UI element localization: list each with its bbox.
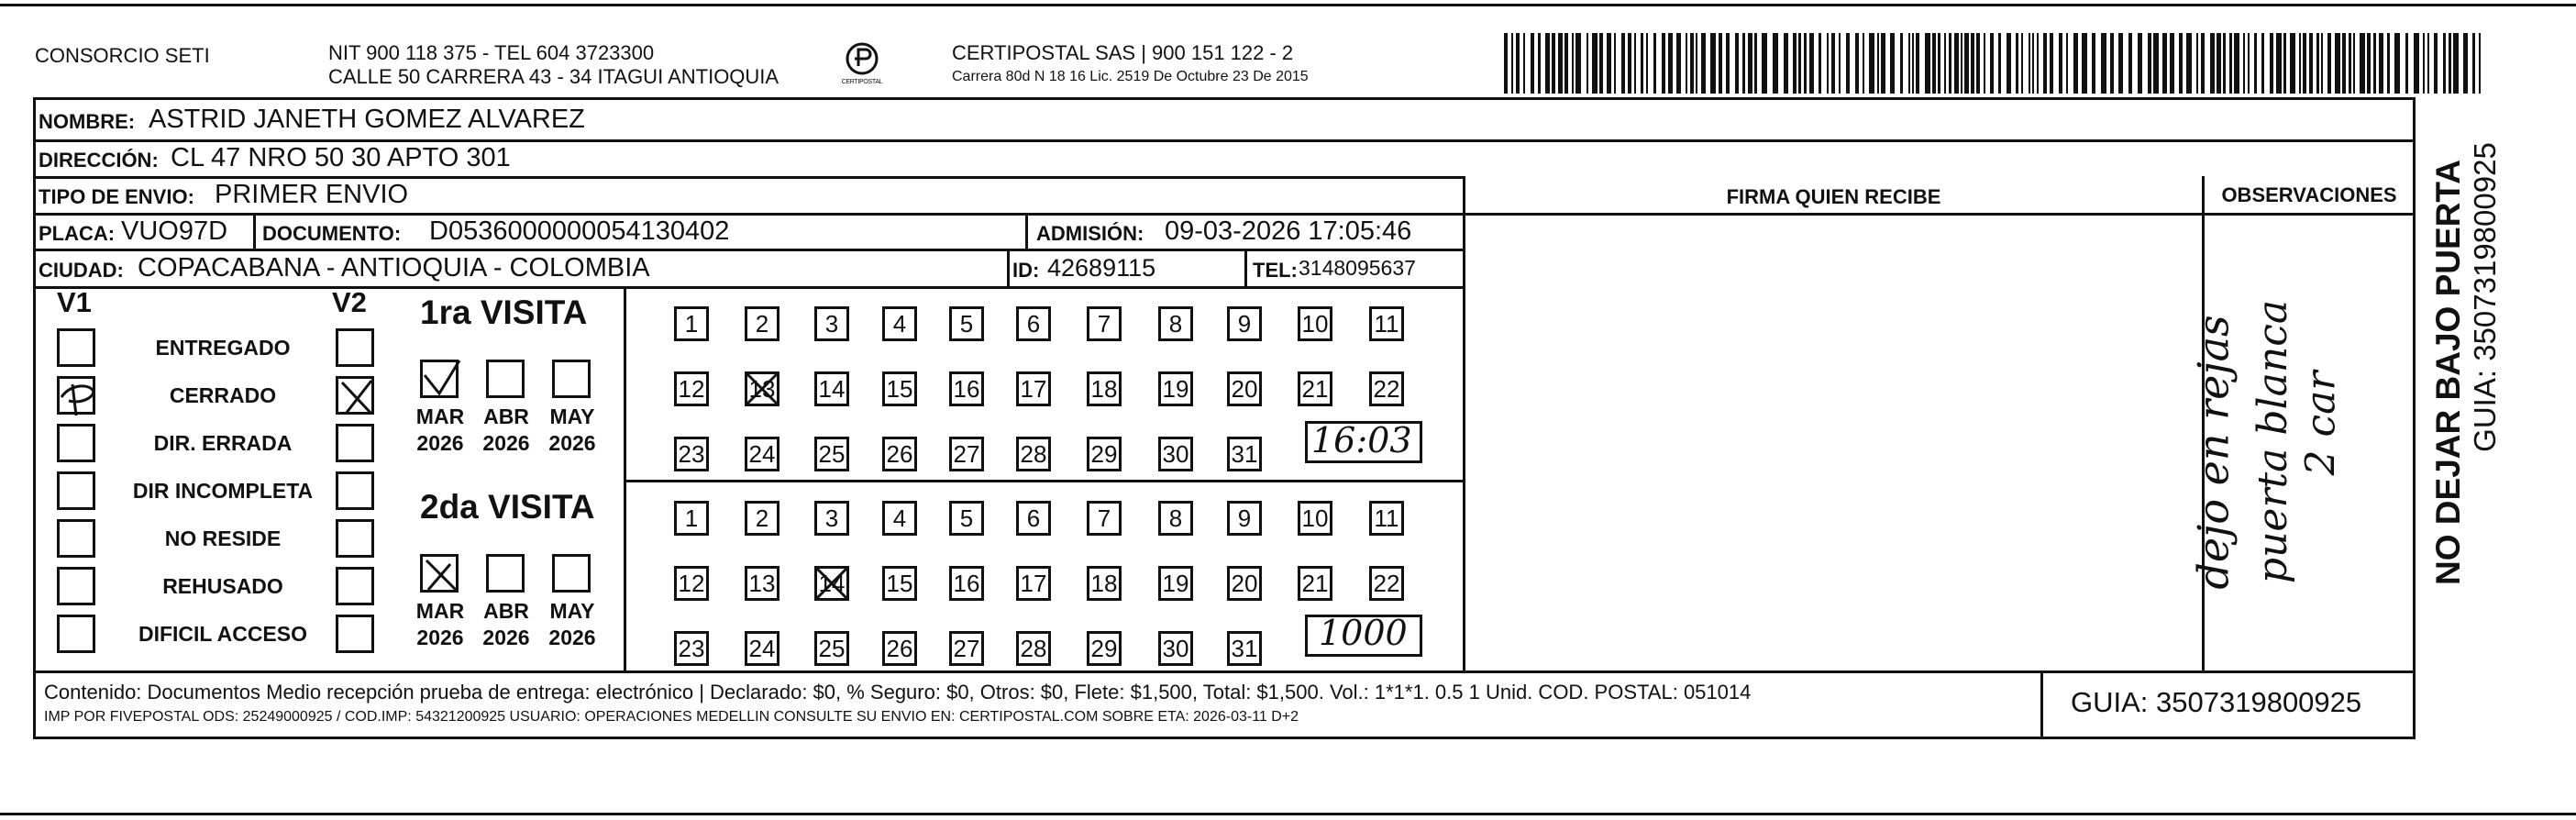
barcode-bar bbox=[2223, 33, 2226, 94]
barcode-bar bbox=[1511, 33, 1513, 94]
barcode-bar bbox=[1908, 33, 1910, 94]
barcode-bar bbox=[2138, 33, 2142, 94]
day-box[interactable]: 24 bbox=[745, 631, 779, 666]
v1-checkbox[interactable] bbox=[57, 376, 95, 415]
day-box[interactable]: 28 bbox=[1016, 631, 1051, 666]
barcode-bar bbox=[2276, 33, 2282, 94]
month-year-label: 2026 bbox=[482, 431, 530, 455]
v1-label: V1 bbox=[57, 286, 92, 318]
barcode-bar bbox=[2261, 33, 2264, 94]
tel-label: TEL: bbox=[1253, 259, 1298, 282]
barcode-bar bbox=[1614, 33, 1616, 94]
barcode-bar bbox=[1773, 33, 1778, 94]
barcode-bar bbox=[1641, 33, 1643, 94]
barcode-bar bbox=[1523, 33, 1525, 94]
day-box[interactable]: 21 bbox=[1298, 371, 1332, 406]
barcode-bar bbox=[2427, 33, 2429, 94]
placa-value: VUO97D bbox=[121, 216, 228, 246]
barcode-bar bbox=[1881, 33, 1885, 94]
barcode-bar bbox=[2196, 33, 2198, 94]
barcode-bar bbox=[2032, 33, 2034, 94]
barcode-bar bbox=[1552, 33, 1555, 94]
row-line bbox=[33, 213, 2416, 216]
day-box[interactable]: 11 bbox=[1369, 501, 1404, 536]
barcode-bar bbox=[1719, 33, 1722, 94]
day-box[interactable]: 7 bbox=[1087, 501, 1122, 536]
day-box[interactable]: 17 bbox=[1016, 566, 1051, 601]
barcode-bar bbox=[1653, 33, 1656, 94]
nit-line: NIT 900 118 375 - TEL 604 3723300 bbox=[328, 41, 655, 64]
ciudad-label: CIUDAD: bbox=[39, 259, 124, 282]
side-text bbox=[2421, 101, 2513, 651]
barcode-bar bbox=[2217, 33, 2221, 94]
barcode-bar bbox=[2290, 33, 2295, 94]
v2-checkbox[interactable] bbox=[336, 424, 374, 462]
barcode-bar bbox=[1696, 33, 1697, 94]
col-line bbox=[1025, 213, 1028, 249]
month-label: MAR bbox=[415, 404, 465, 428]
visit2-title: 2da VISITA bbox=[420, 488, 595, 526]
day-box[interactable]: 11 bbox=[1369, 306, 1404, 341]
barcode-bar bbox=[2367, 33, 2371, 94]
row-line bbox=[624, 480, 1465, 482]
barcode-bar bbox=[2405, 33, 2408, 94]
visit1-title: 1ra VISITA bbox=[420, 294, 588, 331]
bottom-edge-line bbox=[0, 813, 2576, 815]
day-box[interactable]: 30 bbox=[1158, 631, 1193, 666]
v2-checkbox[interactable] bbox=[336, 471, 374, 510]
barcode-bar bbox=[1855, 33, 1859, 94]
day-box[interactable]: 2 bbox=[745, 501, 779, 536]
day-box[interactable]: 27 bbox=[949, 437, 984, 471]
row-line bbox=[33, 249, 1464, 251]
day-box[interactable]: 3 bbox=[814, 501, 849, 536]
month-year-label: 2026 bbox=[416, 626, 464, 649]
status-option-label: DIR. ERRADA bbox=[153, 431, 293, 455]
barcode-bar bbox=[1793, 33, 1797, 94]
barcode-bar bbox=[2073, 33, 2078, 94]
admision-label: ADMISIÓN: bbox=[1036, 222, 1144, 245]
barcode-bar bbox=[1748, 33, 1752, 94]
barcode-bar bbox=[1607, 33, 1611, 94]
barcode-bar bbox=[2066, 33, 2068, 94]
month-label: ABR bbox=[483, 404, 529, 428]
direccion-value: CL 47 NRO 50 30 APTO 301 bbox=[171, 143, 511, 172]
day-box[interactable]: 6 bbox=[1016, 306, 1051, 341]
barcode-bar bbox=[1869, 33, 1874, 94]
visit2-time: 1000 bbox=[1319, 613, 1408, 653]
barcode-bar bbox=[2335, 33, 2340, 94]
tel-value: 3148095637 bbox=[1299, 256, 1416, 280]
barcode-bar bbox=[1839, 33, 1841, 94]
barcode-bar bbox=[2148, 33, 2151, 94]
day-box[interactable]: 16 bbox=[949, 371, 984, 406]
footer-line-2: IMP POR FIVEPOSTAL ODS: 25249000925 / COD.IMP: 54321200925 USUARIO: OPERACIONES MEDELLIN CONSULTE SU ENVIO EN: CERTIPOSTAL.COM SOBRE ETA: 2026-03-11 D+2 bbox=[44, 709, 1299, 725]
company-name: CONSORCIO SETI bbox=[35, 44, 210, 67]
day-box[interactable]: 3 bbox=[814, 306, 849, 341]
barcode-bar bbox=[2118, 33, 2123, 94]
tipo-envio-value: PRIMER ENVIO bbox=[215, 180, 409, 209]
col-line bbox=[2040, 670, 2043, 739]
barcode-bar bbox=[2243, 33, 2245, 94]
month-year-label: 2026 bbox=[416, 431, 464, 455]
day-box[interactable]: 31 bbox=[1227, 631, 1262, 666]
barcode-bar bbox=[1592, 33, 1598, 94]
barcode-bar bbox=[1564, 33, 1568, 94]
barcode-bar bbox=[2360, 33, 2365, 94]
row-line bbox=[33, 139, 2416, 142]
barcode-bar bbox=[2050, 33, 2053, 94]
barcode-bar bbox=[1831, 33, 1835, 94]
month-checkbox[interactable] bbox=[420, 554, 459, 593]
barcode-bar bbox=[1949, 33, 1951, 94]
barcode-bar bbox=[2342, 33, 2346, 94]
observaciones-header: OBSERVACIONES bbox=[2221, 183, 2397, 206]
barcode-bar bbox=[2029, 33, 2030, 94]
v2-checkbox[interactable] bbox=[336, 328, 374, 367]
day-box[interactable]: 27 bbox=[949, 631, 984, 666]
v2-checkbox[interactable] bbox=[336, 376, 374, 415]
barcode-bar bbox=[2254, 33, 2257, 94]
barcode-bar bbox=[1819, 33, 1821, 94]
barcode-bar bbox=[1846, 33, 1850, 94]
side-warning: NO DEJAR BAJO PUERTA bbox=[2429, 160, 2467, 585]
v1-checkbox[interactable] bbox=[57, 567, 95, 605]
day-box[interactable]: 25 bbox=[814, 437, 849, 471]
barcode-bar bbox=[2128, 33, 2132, 94]
barcode-bar bbox=[2248, 33, 2250, 94]
barcode-bar bbox=[1504, 33, 1508, 94]
barcode-bar bbox=[2037, 33, 2039, 94]
day-box[interactable]: 15 bbox=[882, 566, 917, 601]
barcode-bar bbox=[1809, 33, 1814, 94]
day-box[interactable]: 22 bbox=[1369, 566, 1404, 601]
day-box[interactable]: 5 bbox=[949, 501, 984, 536]
barcode-bar bbox=[1900, 33, 1903, 94]
barcode-bar bbox=[2321, 33, 2323, 94]
footer-line-1: Contenido: Documentos Medio recepción prueba de entrega: electrónico | Declarado: $0, % Seguro: $0, Otros: $0, Flete: $1,500, Total: $1,500. Vol.: 1*1*1. 0.5 1 Unid. COD. POSTAL: 051014 bbox=[44, 681, 1752, 704]
status-option-label: DIFICIL ACCESO bbox=[138, 622, 307, 646]
month-label: ABR bbox=[483, 599, 529, 623]
day-box[interactable]: 16 bbox=[949, 566, 984, 601]
month-year-label: 2026 bbox=[482, 626, 530, 649]
barcode-bar bbox=[1971, 33, 1974, 94]
barcode-bar bbox=[2449, 33, 2451, 94]
barcode-bar bbox=[2394, 33, 2400, 94]
barcode-bar bbox=[1912, 33, 1914, 94]
barcode-bar bbox=[1954, 33, 1959, 94]
barcode-bar bbox=[1621, 33, 1625, 94]
day-box[interactable]: 25 bbox=[814, 631, 849, 666]
barcode-bar bbox=[1916, 33, 1919, 94]
barcode-bar bbox=[1990, 33, 1994, 94]
observacion-line-1: dejo en rejas bbox=[2188, 315, 2239, 590]
col-line bbox=[1244, 249, 1247, 286]
barcode-bar bbox=[1964, 33, 1969, 94]
day-cross-mark bbox=[745, 371, 779, 411]
barcode bbox=[1504, 33, 2485, 94]
day-box[interactable]: 12 bbox=[674, 371, 709, 406]
barcode-bar bbox=[1827, 33, 1829, 94]
barcode-bar bbox=[2349, 33, 2351, 94]
top-edge-line bbox=[0, 4, 2576, 6]
barcode-bar bbox=[1634, 33, 1636, 94]
barcode-bar bbox=[2101, 33, 2106, 94]
day-box[interactable]: 20 bbox=[1227, 371, 1262, 406]
logo-text: CERTIPOSTAL bbox=[841, 79, 883, 85]
month-year-label: 2026 bbox=[548, 431, 596, 455]
direccion-label: DIRECCIÓN: bbox=[39, 149, 159, 172]
barcode-bar bbox=[1701, 33, 1706, 94]
day-cross-mark bbox=[814, 566, 849, 605]
day-box[interactable]: 28 bbox=[1016, 437, 1051, 471]
month-label: MAR bbox=[415, 599, 465, 623]
barcode-bar bbox=[1804, 33, 1807, 94]
barcode-bar bbox=[1538, 33, 1541, 94]
observaciones-text bbox=[2188, 216, 2414, 670]
barcode-bar bbox=[1686, 33, 1687, 94]
barcode-bar bbox=[2210, 33, 2215, 94]
barcode-bar bbox=[1545, 33, 1550, 94]
month-checkbox[interactable] bbox=[486, 360, 525, 398]
day-box[interactable]: 18 bbox=[1087, 566, 1122, 601]
row-line bbox=[33, 670, 2416, 673]
barcode-bar bbox=[1925, 33, 1930, 94]
barcode-bar bbox=[2007, 33, 2011, 94]
barcode-bar bbox=[1668, 33, 1673, 94]
address-line: CALLE 50 CARRERA 43 - 34 ITAGUI ANTIOQUIA bbox=[328, 65, 779, 88]
day-box[interactable]: 29 bbox=[1087, 631, 1122, 666]
day-box[interactable]: 10 bbox=[1298, 501, 1332, 536]
day-box[interactable]: 18 bbox=[1087, 371, 1122, 406]
placa-label: PLACA: bbox=[39, 222, 116, 245]
barcode-bar bbox=[2016, 33, 2018, 94]
day-box[interactable]: 1 bbox=[674, 306, 709, 341]
id-value: 42689115 bbox=[1047, 254, 1156, 282]
day-box[interactable]: 10 bbox=[1298, 306, 1332, 341]
month-checkbox[interactable] bbox=[486, 554, 525, 593]
barcode-bar bbox=[2299, 33, 2301, 94]
barcode-bar bbox=[2327, 33, 2331, 94]
day-box[interactable]: 29 bbox=[1087, 437, 1122, 471]
barcode-bar bbox=[2110, 33, 2114, 94]
barcode-bar bbox=[2423, 33, 2425, 94]
nombre-label: NOMBRE: bbox=[39, 110, 136, 133]
barcode-bar bbox=[1877, 33, 1879, 94]
ciudad-value: COPACABANA - ANTIOQUIA - COLOMBIA bbox=[138, 253, 650, 283]
col-line bbox=[624, 286, 626, 670]
observacion-line-2: puerta blanca bbox=[2250, 299, 2297, 584]
barcode-bar bbox=[1710, 33, 1716, 94]
day-box[interactable]: 17 bbox=[1016, 371, 1051, 406]
day-box[interactable]: 22 bbox=[1369, 371, 1404, 406]
barcode-bar bbox=[2443, 33, 2446, 94]
day-box[interactable]: 21 bbox=[1298, 566, 1332, 601]
day-box[interactable]: 8 bbox=[1158, 501, 1193, 536]
col-line bbox=[1007, 249, 1010, 286]
day-box[interactable]: 30 bbox=[1158, 437, 1193, 471]
certipostal-line: CERTIPOSTAL SAS | 900 151 122 - 2 bbox=[952, 41, 1294, 64]
col-line bbox=[1463, 176, 1465, 670]
barcode-bar bbox=[1690, 33, 1694, 94]
day-box[interactable]: 19 bbox=[1158, 566, 1193, 601]
month-checkbox[interactable] bbox=[552, 360, 591, 398]
month-year-label: 2026 bbox=[548, 626, 596, 649]
barcode-bar bbox=[1516, 33, 1520, 94]
day-box[interactable]: 6 bbox=[1016, 501, 1051, 536]
barcode-bar bbox=[1628, 33, 1631, 94]
barcode-bar bbox=[1932, 33, 1936, 94]
barcode-bar bbox=[1944, 33, 1946, 94]
barcode-bar bbox=[1575, 33, 1581, 94]
status-option-label: CERRADO bbox=[169, 383, 277, 407]
status-option-label: ENTREGADO bbox=[155, 336, 291, 360]
barcode-bar bbox=[2270, 33, 2273, 94]
month-checkbox[interactable] bbox=[552, 554, 591, 593]
col-line bbox=[253, 213, 256, 249]
day-box[interactable]: 14 bbox=[814, 566, 849, 601]
day-box[interactable]: 23 bbox=[674, 631, 709, 666]
observacion-line-3: 2 car bbox=[2297, 371, 2345, 476]
barcode-bar bbox=[2153, 33, 2159, 94]
barcode-bar bbox=[1938, 33, 1940, 94]
barcode-bar bbox=[2043, 33, 2047, 94]
day-box[interactable]: 4 bbox=[882, 501, 917, 536]
day-box[interactable]: 9 bbox=[1227, 306, 1262, 341]
barcode-bar bbox=[1599, 33, 1603, 94]
status-option-label: NO RESIDE bbox=[164, 526, 282, 550]
admision-value: 09-03-2026 17:05:46 bbox=[1165, 216, 1412, 246]
documento-label: DOCUMENTO: bbox=[262, 222, 402, 245]
barcode-bar bbox=[2179, 33, 2183, 94]
barcode-bar bbox=[2283, 33, 2286, 94]
tipo-envio-label: TIPO DE ENVIO: bbox=[39, 185, 194, 208]
barcode-bar bbox=[2092, 33, 2095, 94]
v1-checkbox[interactable] bbox=[57, 471, 95, 510]
barcode-bar bbox=[2373, 33, 2376, 94]
status-option-label: REHUSADO bbox=[162, 574, 283, 598]
barcode-bar bbox=[2234, 33, 2239, 94]
barcode-bar bbox=[2186, 33, 2192, 94]
barcode-bar bbox=[2353, 33, 2355, 94]
v2-label: V2 bbox=[332, 286, 367, 318]
day-box[interactable]: 13 bbox=[745, 566, 779, 601]
barcode-bar bbox=[1762, 33, 1767, 94]
id-label: ID: bbox=[1012, 259, 1040, 282]
barcode-bar bbox=[2201, 33, 2205, 94]
barcode-bar bbox=[1587, 33, 1588, 94]
barcode-bar bbox=[1754, 33, 1757, 94]
footer-guia: GUIA: 3507319800925 bbox=[2071, 686, 2362, 718]
barcode-bar bbox=[1863, 33, 1864, 94]
barcode-bar bbox=[1961, 33, 1962, 94]
barcode-bar bbox=[1572, 33, 1574, 94]
day-box[interactable]: 15 bbox=[882, 371, 917, 406]
documento-value: D0536000000054130402 bbox=[429, 216, 730, 246]
barcode-bar bbox=[1676, 33, 1681, 94]
nombre-value: ASTRID JANETH GOMEZ ALVAREZ bbox=[149, 105, 585, 134]
barcode-bar bbox=[2316, 33, 2319, 94]
month-label: MAY bbox=[549, 599, 595, 623]
row-line bbox=[33, 286, 1464, 289]
barcode-bar bbox=[2021, 33, 2023, 94]
barcode-bar bbox=[2082, 33, 2087, 94]
day-box[interactable]: 4 bbox=[882, 306, 917, 341]
month-label: MAY bbox=[549, 404, 595, 428]
status-option-label: DIR INCOMPLETA bbox=[132, 479, 314, 503]
day-box[interactable]: 26 bbox=[882, 631, 917, 666]
firma-header: FIRMA QUIEN RECIBE bbox=[1726, 185, 1941, 208]
barcode-bar bbox=[1735, 33, 1739, 94]
barcode-bar bbox=[1890, 33, 1895, 94]
barcode-bar bbox=[1742, 33, 1745, 94]
day-box[interactable]: 20 bbox=[1227, 566, 1262, 601]
day-box[interactable]: 12 bbox=[674, 566, 709, 601]
barcode-bar bbox=[1662, 33, 1665, 94]
barcode-bar bbox=[2379, 33, 2383, 94]
day-box[interactable]: 13 bbox=[745, 371, 779, 406]
barcode-bar bbox=[2162, 33, 2167, 94]
barcode-bar bbox=[2170, 33, 2174, 94]
day-box[interactable]: 2 bbox=[745, 306, 779, 341]
month-checkbox[interactable] bbox=[420, 360, 459, 398]
day-box[interactable]: 19 bbox=[1158, 371, 1193, 406]
barcode-bar bbox=[1984, 33, 1985, 94]
day-box[interactable]: 9 bbox=[1227, 501, 1262, 536]
barcode-bar bbox=[2059, 33, 2062, 94]
day-box[interactable]: 23 bbox=[674, 437, 709, 471]
barcode-bar bbox=[2309, 33, 2313, 94]
day-box[interactable]: 5 bbox=[949, 306, 984, 341]
barcode-bar bbox=[2303, 33, 2306, 94]
barcode-bar bbox=[1784, 33, 1788, 94]
day-box[interactable]: 26 bbox=[882, 437, 917, 471]
v2-checkbox[interactable] bbox=[336, 519, 374, 558]
v1-checkbox[interactable] bbox=[57, 328, 95, 367]
v1-checkbox[interactable] bbox=[57, 519, 95, 558]
barcode-bar bbox=[2229, 33, 2232, 94]
side-guia: GUIA: 3507319800925 bbox=[2468, 142, 2502, 452]
barcode-bar bbox=[1998, 33, 2001, 94]
barcode-bar bbox=[1798, 33, 1801, 94]
day-box[interactable]: 1 bbox=[674, 501, 709, 536]
barcode-bar bbox=[1531, 33, 1534, 94]
barcode-bar bbox=[2453, 33, 2459, 94]
visit1-time: 16:03 bbox=[1311, 420, 1412, 460]
day-box[interactable]: 14 bbox=[814, 371, 849, 406]
barcode-bar bbox=[1646, 33, 1648, 94]
license-line: Carrera 80d N 18 16 Lic. 2519 De Octubre 23 De 2015 bbox=[952, 69, 1309, 84]
barcode-bar bbox=[2414, 33, 2419, 94]
day-box[interactable]: 24 bbox=[745, 437, 779, 471]
v1-checkbox[interactable] bbox=[57, 615, 95, 653]
day-box[interactable]: 31 bbox=[1227, 437, 1262, 471]
barcode-bar bbox=[2434, 33, 2438, 94]
barcode-bar bbox=[1558, 33, 1563, 94]
v1-checkbox[interactable] bbox=[57, 424, 95, 462]
barcode-bar bbox=[1976, 33, 1980, 94]
day-box[interactable]: 8 bbox=[1158, 306, 1193, 341]
barcode-bar bbox=[2387, 33, 2390, 94]
v2-checkbox[interactable] bbox=[336, 567, 374, 605]
day-box[interactable]: 7 bbox=[1087, 306, 1122, 341]
certipostal-logo bbox=[833, 40, 891, 95]
row-line bbox=[33, 176, 1464, 179]
v2-checkbox[interactable] bbox=[336, 615, 374, 653]
barcode-bar bbox=[1726, 33, 1730, 94]
